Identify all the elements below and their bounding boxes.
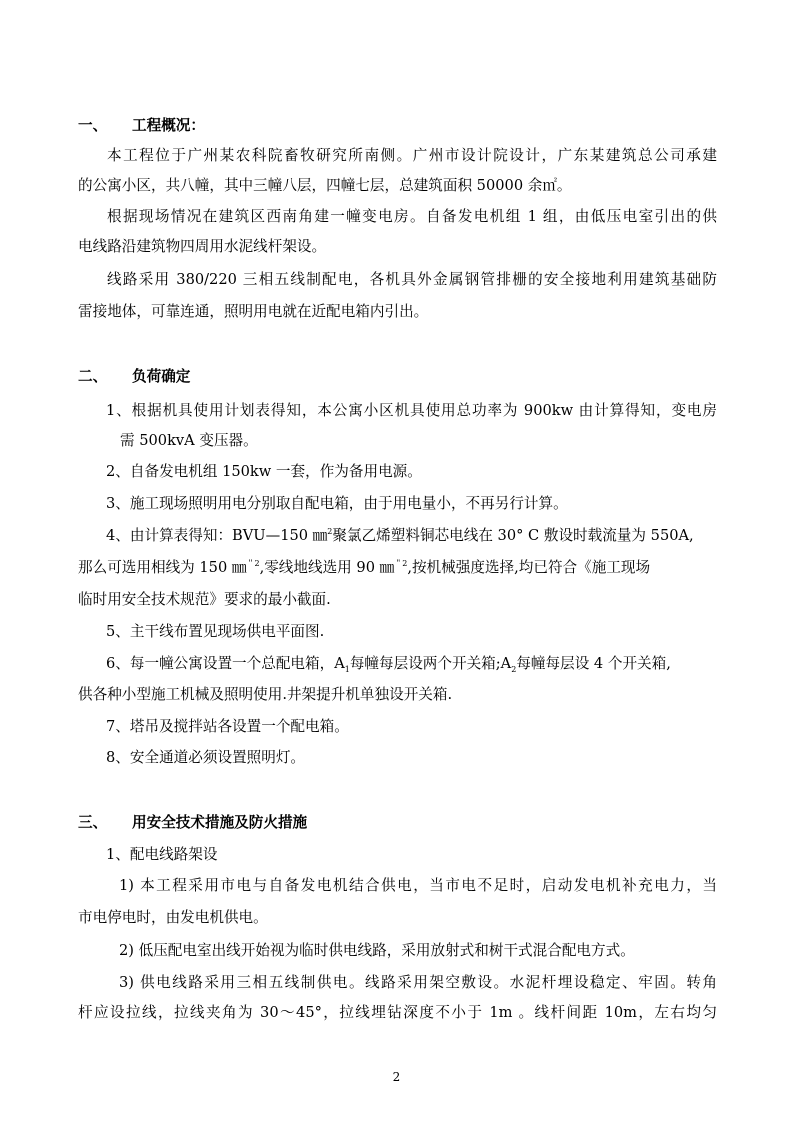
superscript: ＂2 xyxy=(246,559,260,569)
section-1-number: 一、 xyxy=(78,117,108,134)
paragraph-line: 的公寓小区，共八幢，其中三幢八层，四幢七层，总建筑面积 50000 余㎡。 xyxy=(78,177,572,194)
paragraph-line: 市电停电时，由发电机供电。 xyxy=(78,909,268,926)
list-item-text: ,按机械强度选择,均已符合《施工现场 xyxy=(407,559,651,576)
subsection-title: 1、配电线路架设 xyxy=(106,846,218,863)
section-3-title: 用安全技术措施及防火措施 xyxy=(132,814,308,831)
list-item-text: 聚氯乙烯塑料铜芯电线在 30° C 敷设时载流量为 550A, xyxy=(332,527,694,544)
list-item: 5、主干线布置见现场供电平面图. xyxy=(106,623,325,640)
paragraph-line: 1) 本工程采用市电与自备发电机结合供电，当市电不足时，启动发电机补充电力，当 xyxy=(119,877,717,894)
list-item: 8、安全通道必须设置照明灯。 xyxy=(106,749,306,766)
list-item: 1、根据机具使用计划表得知，本公寓小区机具使用总功率为 900kw 由计算得知，变电房 xyxy=(106,402,717,419)
list-item-text: 那么可选用相线为 150 ㎜ xyxy=(78,559,247,576)
paragraph-line: 杆应设拉线，拉线夹角为 30～45°，拉线埋钻深度不小于 1m 。线杆间距 10m，左右均匀 xyxy=(78,1004,717,1021)
section-1-title: 工程概况： xyxy=(132,117,205,134)
paragraph-line: 本工程位于广州某农科院畜牧研究所南侧。广州市设计院设计，广东某建筑总公司承建 xyxy=(107,147,717,164)
subscript: 1 xyxy=(344,664,350,674)
section-2-title: 负荷确定 xyxy=(132,368,191,385)
paragraph-line: 3) 供电线路采用三相五线制供电。线路采用架空敷设。水泥杆埋设稳定、牢固。转角 xyxy=(119,974,717,991)
list-item: 2、自备发电机组 150kw 一套，作为备用电源。 xyxy=(106,463,422,480)
paragraph-line: 线路采用 380/220 三相五线制配电，各机具外金属钢管排栅的安全接地利用建筑基础防 xyxy=(107,271,717,288)
list-item-text: 6、每一幢公寓设置一个总配电箱，A xyxy=(106,655,345,672)
paragraph-line: 2) 低压配电室出线开始视为临时供电线路，采用放射式和树干式混合配电方式。 xyxy=(119,942,635,959)
paragraph-line: 雷接地体，可靠连通，照明用电就在近配电箱内引出。 xyxy=(78,303,429,320)
section-3-number: 三、 xyxy=(78,814,108,831)
list-item-text: 每幢每层设两个开关箱;A xyxy=(349,655,512,672)
list-item xyxy=(106,526,694,546)
page-number: 2 xyxy=(392,1070,401,1084)
list-item: 需 500kvA 变压器。 xyxy=(120,432,258,449)
list-item-text: 每幢每层设 4 个开关箱, xyxy=(516,655,671,672)
list-item-text: ,零线地线选用 90 ㎜ xyxy=(259,559,395,576)
list-item: 供各种小型施工机械及照明使用.井架提升机单独设开关箱. xyxy=(78,686,453,703)
list-item xyxy=(106,654,671,674)
subscript: 2 xyxy=(511,664,517,674)
superscript: 2 xyxy=(327,527,333,537)
section-2-number: 二、 xyxy=(78,368,108,385)
superscript: ＂2 xyxy=(394,559,408,569)
list-item-text: 4、由计算表得知：BVU—150 ㎜ xyxy=(106,527,328,544)
list-item xyxy=(78,558,650,578)
paragraph-line: 电线路沿建筑物四周用水泥线杆架设。 xyxy=(78,238,327,255)
list-item: 临时用安全技术规范》要求的最小截面. xyxy=(78,591,331,608)
paragraph-line: 根据现场情况在建筑区西南角建一幢变电房。自备发电机组 1 组，由低压电室引出的供 xyxy=(107,208,717,225)
list-item: 7、塔吊及搅拌站各设置一个配电箱。 xyxy=(106,718,349,735)
list-item: 3、施工现场照明用电分别取自配电箱，由于用电量小，不再另行计算。 xyxy=(106,495,568,512)
